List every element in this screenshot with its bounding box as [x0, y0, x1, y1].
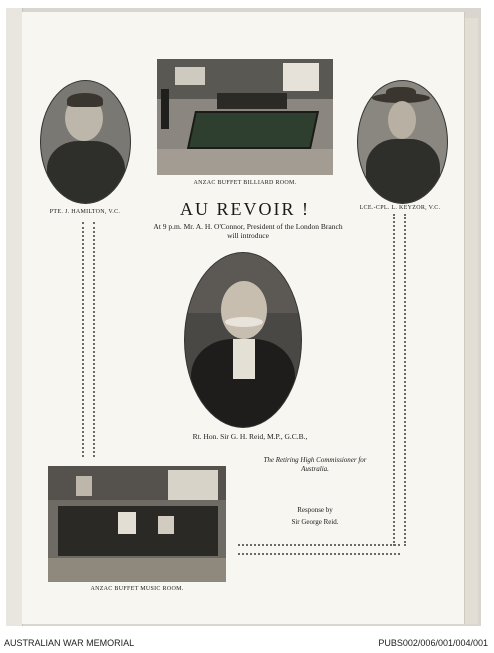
archive-reference: PUBS002/006/001/004/001	[378, 638, 488, 648]
intro-line-2: will introduce	[227, 231, 269, 240]
music-room-photo	[48, 466, 226, 582]
description-line-1: The Retiring High Commissioner for	[263, 456, 367, 464]
keyzor-portrait	[357, 80, 448, 204]
reid-name-caption: Rt. Hon. Sir G. H. Reid, M.P., G.C.B.,	[192, 432, 308, 441]
billiard-room-photo	[157, 59, 333, 175]
intro-text	[108, 222, 388, 240]
archive-credit: AUSTRALIAN WAR MEMORIAL	[4, 638, 135, 648]
right-vine-border	[393, 214, 406, 546]
response-text	[270, 504, 360, 528]
page-edge	[464, 18, 478, 624]
high-commissioner-text	[250, 456, 380, 474]
billiard-room-caption: ANZAC BUFFET BILLIARD ROOM.	[193, 180, 297, 186]
intro-line-1: At 9 p.m. Mr. A. H. O'Connor, President of the London Branch	[153, 222, 343, 231]
keyzor-caption: LCE.-CPL. L. KEYZOR, V.C.	[359, 205, 441, 211]
description-line-2: Australia.	[301, 465, 329, 473]
reid-portrait	[184, 252, 302, 428]
bottom-vine-border	[238, 544, 400, 555]
page-title: AU REVOIR !	[180, 199, 310, 219]
response-line-1: Response by	[297, 506, 333, 514]
hamilton-portrait	[40, 80, 131, 204]
left-vine-border	[82, 222, 95, 457]
binding-spine	[6, 8, 23, 626]
response-line-2: Sir George Reid.	[291, 518, 339, 526]
hamilton-caption: PTE. J. HAMILTON, V.C.	[49, 209, 121, 215]
music-room-caption: ANZAC BUFFET MUSIC ROOM.	[90, 586, 184, 592]
